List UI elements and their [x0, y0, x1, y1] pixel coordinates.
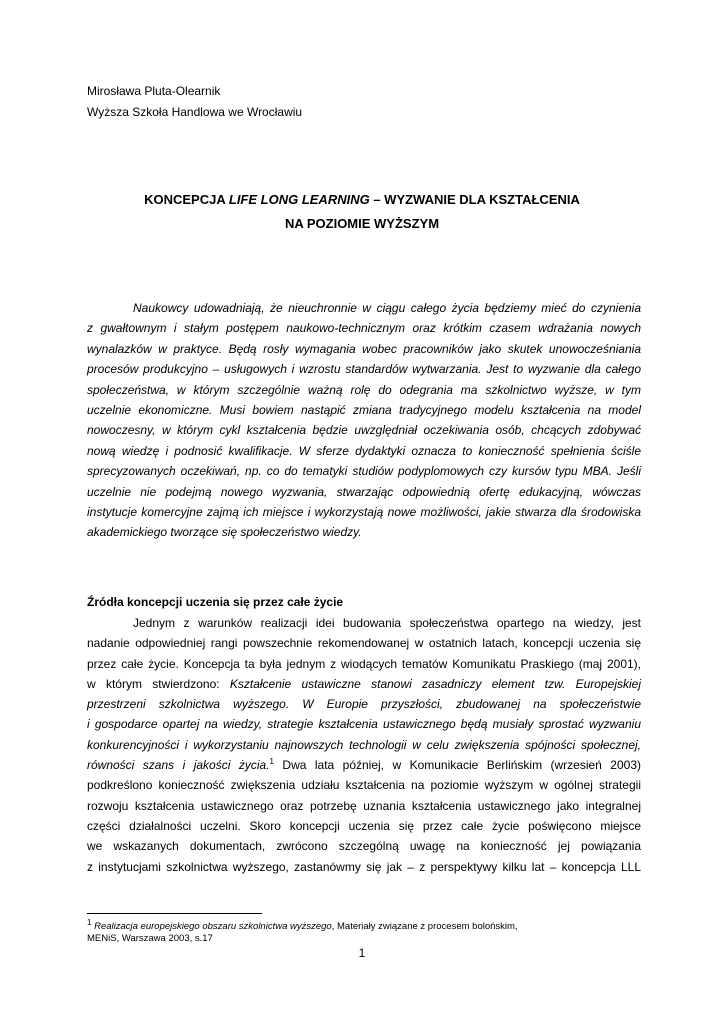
title-italic-text: LIFE LONG LEARNING — [228, 192, 370, 207]
abstract-line: uczelnie ekonomiczne. Musi bowiem nastąpić zmiana tradycyjnego modelu kształcenia na model — [87, 403, 641, 418]
footnote-italic-text: Realizacja europejskiego obszaru szkolnictwa wyższego — [91, 921, 332, 932]
abstract-line: nową wiedzę i podnosić kwalifikacje. W sferze dydaktyki oznacza to konieczność spełnienia ściśle — [87, 443, 641, 458]
body-line: rozwoju kształcenia ustawicznego oraz potrzebę uznania kształcenia ustawicznego jako integralnej — [87, 798, 641, 813]
body-line: podkreślono konieczność zwiększenia udziału kształcenia na poziomie wyższym w ogólnej strategii — [87, 778, 641, 793]
abstract-line: wynalazków w praktyce. Będą rosły wymagania wobec pracowników jako skutek unowocześniania — [87, 341, 641, 356]
footnote-reference: 1 — [269, 757, 274, 767]
abstract-line: z gwałtownym i stałym postępem naukowo-technicznym oraz krótkim czasem wdrażania nowych — [87, 321, 641, 336]
abstract-line: nowoczesny, w którym cykl kształcenia będzie uwzględniał oczekiwania osób, chcących zdobywać — [87, 423, 641, 438]
body-line — [87, 755, 641, 775]
quote-text: równości szans i jakości życia. — [87, 758, 270, 773]
body-line: nadanie odpowiedniej rangi powszechnie rekomendowanej w ostatnich latach, koncepcji uczenia się — [87, 636, 641, 651]
section-heading: Źródła koncepcji uczenia się przez całe życie — [87, 595, 344, 609]
abstract-line: społeczeństwa, w którym szczególnie ważną rolę do odegrania ma szkolnictwo wyższe, w tym — [87, 382, 641, 397]
footnote-marker: 1 — [87, 917, 92, 927]
body-line: przez całe życie. Koncepcja ta była jednym z wiodących tematów Komunikatu Praskiego (maj 2001), — [87, 656, 641, 671]
body-line: z instytucjami szkolnictwa wyższego, zastanówmy się jak – z perspektywy kilku lat – koncepcja LLL — [87, 859, 641, 874]
abstract — [87, 298, 641, 543]
title-text: – WYZWANIE DLA KSZTAŁCENIA — [369, 192, 580, 207]
title-text: KONCEPCJA — [144, 192, 229, 207]
footnote-line-1 — [87, 917, 518, 933]
abstract-line: instytucje komercyjne zajmą ich miejsce i wykorzystają nowe możliwości, jakie stwarza dla środowiska — [87, 505, 641, 520]
abstract-line: procesów produkcyjno – usługowych i wzrostu standardów wytwarzania. Jest to wyzwanie dla całego — [87, 362, 641, 377]
footnote-line-2: MENiS, Warszawa 2003, s.17 — [87, 933, 213, 944]
abstract-line: Naukowcy udowadniają, że nieuchronnie w ciągu całego życia będziemy mieć do czynienia — [133, 301, 641, 315]
body-line: części działalności uczelni. Skoro koncepcji uczenia się przez całe życie poświęcono miejsce — [87, 818, 641, 833]
document-title — [60, 188, 664, 236]
author-name: Mirosława Pluta-Olearnik — [87, 84, 221, 98]
title-line-1 — [60, 188, 664, 212]
footnote-divider — [87, 913, 262, 914]
body-line — [87, 674, 641, 694]
footnote-text: , Materiały związane z procesem bolońskim, — [331, 921, 518, 932]
quote-text: Kształcenie ustawiczne stanowi zasadniczy element tzw. Europejskiej — [229, 676, 641, 691]
body-text-run: w którym stwierdzono: — [87, 676, 230, 691]
body-text — [87, 613, 641, 877]
author-block — [87, 81, 302, 123]
body-line: Jednym z warunków realizacji idei budowania społeczeństwa opartego na wiedzy, jest — [133, 616, 641, 630]
abstract-line: sprecyzowanych oczekiwań, np. co do tematyki studiów podyplomowych czy kursów typu MBA. Jeśli — [87, 464, 641, 479]
title-line-2: NA POZIOMIE WYŻSZYM — [284, 216, 440, 231]
page-number: 1 — [358, 946, 366, 960]
body-text-run: Dwa lata później, w Komunikacie Berlińskim (wrzesień 2003) — [273, 758, 641, 773]
abstract-line: uczelnie nie podejmą nowego wyzwania, stwarzając odpowiednią ofertę edukacyjną, wówczas — [87, 484, 641, 499]
body-line: konkurencyjności i wykorzystaniu najnowszych technologii w celu zwiększenia spójności społecznej, — [87, 737, 641, 752]
footnote — [87, 917, 518, 945]
abstract-line: akademickiego tworzące się społeczeństwo wiedzy. — [87, 525, 362, 540]
body-line: we wskazanych dokumentach, zwrócono szczególną uwagę na konieczność jej powiązania — [87, 839, 641, 854]
body-line: i gospodarce opartej na wiedzy, strategie kształcenia ustawicznego będą musiały sprostać wyzwaniu — [87, 717, 641, 732]
author-affiliation: Wyższa Szkoła Handlowa we Wrocławiu — [87, 105, 303, 119]
body-line: przestrzeni szkolnictwa wyższego. W Europie przyszłości, zbudowanej na społeczeństwie — [87, 697, 641, 712]
